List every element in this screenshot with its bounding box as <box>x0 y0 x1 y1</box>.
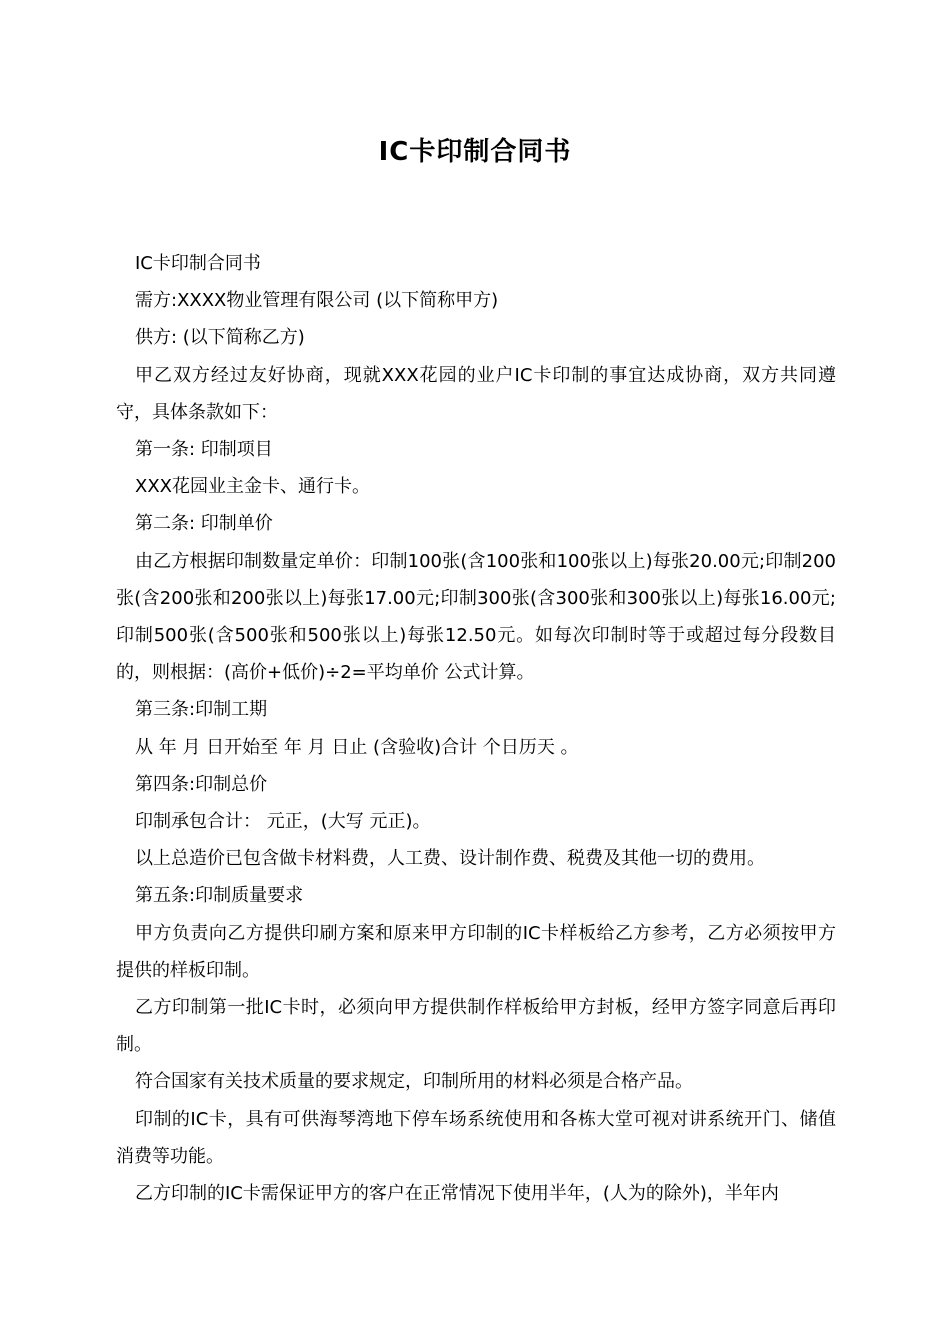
paragraph-buyer: 需方:XXXX物业管理有限公司 (以下简称甲方) <box>135 290 499 312</box>
document-body <box>116 245 836 1212</box>
article-4-heading: 第四条:印制总价 <box>135 773 268 795</box>
article-3-content: 从 年 月 日开始至 年 月 日止 (含验收)合计 个日历天 。 <box>135 736 579 758</box>
article-5-heading: 第五条:印制质量要求 <box>135 885 304 907</box>
article-5-item-1: 甲方负责向乙方提供印刷方案和原来甲方印制的IC卡样板给乙方参考，乙方必须按甲方提供的样板印制。 <box>116 922 836 981</box>
article-5-item-4: 印制的IC卡，具有可供海琴湾地下停车场系统使用和各栋大堂可视对讲系统开门、储值消费等功能。 <box>116 1108 836 1167</box>
article-2-content: 由乙方根据印制数量定单价：印制100张(含100张和100张以上)每张20.00元;印制200张(含200张和200张以上)每张17.00元;印制300张(含300张和300张以上)每张16.00元;印制500张(含500张和500张以上)每张12.50元。如每次印制时等于或超过每分段数目的，则根据：(高价+低价)÷2=平均单价 公式计算。 <box>116 550 836 684</box>
article-2-heading: 第二条: 印制单价 <box>135 513 273 535</box>
paragraph-heading: IC卡印制合同书 <box>135 253 261 274</box>
article-1-content: XXX花园业主金卡、通行卡。 <box>135 476 370 498</box>
article-1-heading: 第一条: 印制项目 <box>135 439 273 461</box>
document-title: IC卡印制合同书 <box>378 137 572 167</box>
paragraph-intro: 甲乙双方经过友好协商，现就XXX花园的业户IC卡印制的事宜达成协商，双方共同遵守，具体条款如下： <box>116 364 836 423</box>
article-4-content: 印制承包合计： 元正，(大写 元正)。 <box>135 811 431 833</box>
article-4-note: 以上总造价已包含做卡材料费，人工费、设计制作费、税费及其他一切的费用。 <box>135 848 765 870</box>
article-5-item-3: 符合国家有关技术质量的要求规定，印制所用的材料必须是合格产品。 <box>135 1071 693 1093</box>
article-5-item-2: 乙方印制第一批IC卡时，必须向甲方提供制作样板给甲方封板，经甲方签字同意后再印制。 <box>116 997 836 1056</box>
article-5-item-5: 乙方印制的IC卡需保证甲方的客户在正常情况下使用半年，(人为的除外)，半年内 <box>135 1183 779 1205</box>
article-3-heading: 第三条:印制工期 <box>135 699 268 721</box>
paragraph-supplier: 供方: (以下简称乙方) <box>135 327 305 349</box>
